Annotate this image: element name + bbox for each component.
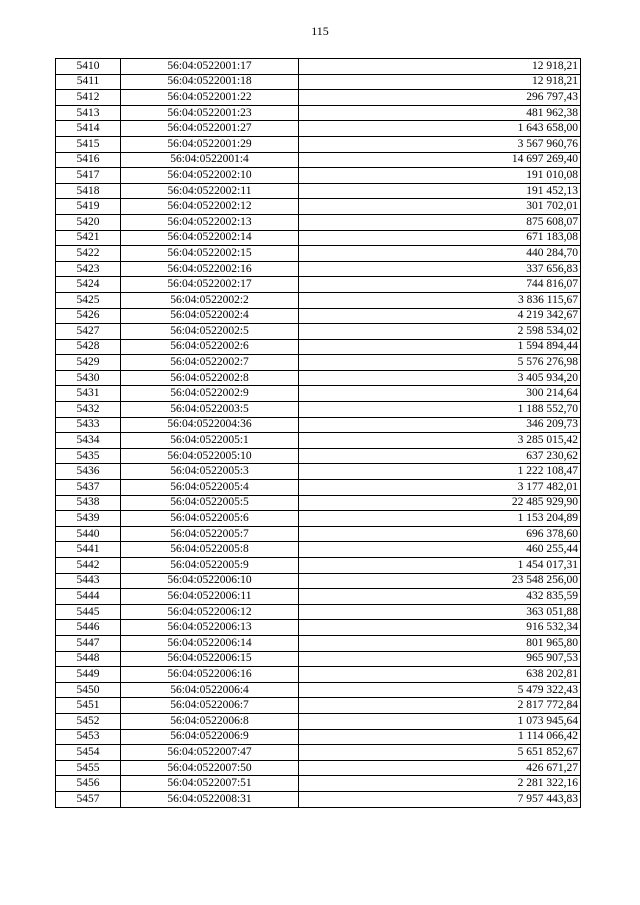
cadastral-value-cell: 1 073 945,64 (299, 713, 581, 729)
table-row (56, 246, 581, 262)
row-number-cell: 5452 (56, 713, 121, 729)
cadastral-value-cell: 801 965,80 (299, 635, 581, 651)
cadastral-number-cell: 56:04:0522001:4 (121, 152, 299, 168)
table-row (56, 417, 581, 433)
cadastral-value-cell: 363 051,88 (299, 604, 581, 620)
cadastral-number-cell: 56:04:0522002:7 (121, 355, 299, 371)
cadastral-number-cell: 56:04:0522005:7 (121, 526, 299, 542)
cadastral-value-cell: 440 284,70 (299, 246, 581, 262)
table-row (56, 339, 581, 355)
cadastral-value-cell: 916 532,34 (299, 620, 581, 636)
cadastral-number-cell: 56:04:0522006:8 (121, 713, 299, 729)
cadastral-number-cell: 56:04:0522001:29 (121, 136, 299, 152)
row-number-cell: 5419 (56, 199, 121, 215)
cadastral-number-cell: 56:04:0522005:1 (121, 433, 299, 449)
table-row (56, 480, 581, 496)
table-row (56, 526, 581, 542)
row-number-cell: 5411 (56, 74, 121, 90)
cadastral-value-cell: 3 177 482,01 (299, 480, 581, 496)
row-number-cell: 5439 (56, 511, 121, 527)
row-number-cell: 5430 (56, 370, 121, 386)
cadastral-number-cell: 56:04:0522006:14 (121, 635, 299, 651)
row-number-cell: 5454 (56, 745, 121, 761)
cadastral-number-cell: 56:04:0522001:23 (121, 105, 299, 121)
cadastral-value-cell: 3 567 960,76 (299, 136, 581, 152)
cadastral-number-cell: 56:04:0522002:5 (121, 324, 299, 340)
cadastral-value-cell: 4 219 342,67 (299, 308, 581, 324)
row-number-cell: 5413 (56, 105, 121, 121)
cadastral-value-cell: 5 479 322,43 (299, 682, 581, 698)
cadastral-number-cell: 56:04:0522008:31 (121, 791, 299, 807)
cadastral-number-cell: 56:04:0522001:18 (121, 74, 299, 90)
table-row (56, 136, 581, 152)
row-number-cell: 5421 (56, 230, 121, 246)
cadastral-value-cell: 191 452,13 (299, 183, 581, 199)
cadastral-value-table (55, 58, 581, 808)
table-row (56, 105, 581, 121)
table-row (56, 604, 581, 620)
cadastral-value-cell: 696 378,60 (299, 526, 581, 542)
table-row (56, 183, 581, 199)
table-row (56, 713, 581, 729)
cadastral-value-cell: 23 548 256,00 (299, 573, 581, 589)
row-number-cell: 5415 (56, 136, 121, 152)
row-number-cell: 5412 (56, 90, 121, 106)
row-number-cell: 5448 (56, 651, 121, 667)
cadastral-value-cell: 638 202,81 (299, 667, 581, 683)
cadastral-number-cell: 56:04:0522002:4 (121, 308, 299, 324)
row-number-cell: 5443 (56, 573, 121, 589)
table-row (56, 277, 581, 293)
row-number-cell: 5418 (56, 183, 121, 199)
table-body (56, 59, 581, 808)
table-row (56, 386, 581, 402)
table-row (56, 90, 581, 106)
cadastral-number-cell: 56:04:0522005:4 (121, 480, 299, 496)
row-number-cell: 5425 (56, 292, 121, 308)
cadastral-value-cell: 2 817 772,84 (299, 698, 581, 714)
table-row (56, 573, 581, 589)
row-number-cell: 5436 (56, 464, 121, 480)
table-row (56, 542, 581, 558)
cadastral-number-cell: 56:04:0522006:11 (121, 589, 299, 605)
row-number-cell: 5428 (56, 339, 121, 355)
cadastral-number-cell: 56:04:0522001:17 (121, 59, 299, 75)
cadastral-value-cell: 337 656,83 (299, 261, 581, 277)
row-number-cell: 5417 (56, 168, 121, 184)
row-number-cell: 5422 (56, 246, 121, 262)
cadastral-value-cell: 481 962,38 (299, 105, 581, 121)
table-row (56, 433, 581, 449)
cadastral-number-cell: 56:04:0522002:15 (121, 246, 299, 262)
cadastral-value-cell: 744 816,07 (299, 277, 581, 293)
cadastral-value-cell: 875 608,07 (299, 214, 581, 230)
row-number-cell: 5427 (56, 324, 121, 340)
row-number-cell: 5449 (56, 667, 121, 683)
table-row (56, 402, 581, 418)
cadastral-value-cell: 671 183,08 (299, 230, 581, 246)
cadastral-number-cell: 56:04:0522005:3 (121, 464, 299, 480)
row-number-cell: 5444 (56, 589, 121, 605)
cadastral-number-cell: 56:04:0522007:51 (121, 776, 299, 792)
cadastral-number-cell: 56:04:0522002:8 (121, 370, 299, 386)
cadastral-number-cell: 56:04:0522002:16 (121, 261, 299, 277)
table-row (56, 59, 581, 75)
table-row (56, 355, 581, 371)
table-row (56, 324, 581, 340)
cadastral-value-cell: 2 281 322,16 (299, 776, 581, 792)
cadastral-number-cell: 56:04:0522002:11 (121, 183, 299, 199)
cadastral-value-cell: 12 918,21 (299, 59, 581, 75)
cadastral-number-cell: 56:04:0522002:12 (121, 199, 299, 215)
cadastral-number-cell: 56:04:0522005:5 (121, 495, 299, 511)
row-number-cell: 5410 (56, 59, 121, 75)
table-row (56, 651, 581, 667)
cadastral-number-cell: 56:04:0522006:16 (121, 667, 299, 683)
row-number-cell: 5440 (56, 526, 121, 542)
row-number-cell: 5414 (56, 121, 121, 137)
cadastral-value-cell: 7 957 443,83 (299, 791, 581, 807)
cadastral-number-cell: 56:04:0522005:8 (121, 542, 299, 558)
table-row (56, 152, 581, 168)
cadastral-value-cell: 1 643 658,00 (299, 121, 581, 137)
cadastral-number-cell: 56:04:0522003:5 (121, 402, 299, 418)
row-number-cell: 5446 (56, 620, 121, 636)
table-row (56, 558, 581, 574)
row-number-cell: 5457 (56, 791, 121, 807)
cadastral-number-cell: 56:04:0522005:6 (121, 511, 299, 527)
cadastral-number-cell: 56:04:0522007:50 (121, 760, 299, 776)
cadastral-value-cell: 14 697 269,40 (299, 152, 581, 168)
cadastral-value-cell: 12 918,21 (299, 74, 581, 90)
cadastral-number-cell: 56:04:0522004:36 (121, 417, 299, 433)
table-row (56, 121, 581, 137)
table-row (56, 214, 581, 230)
row-number-cell: 5434 (56, 433, 121, 449)
cadastral-value-cell: 5 651 852,67 (299, 745, 581, 761)
cadastral-value-cell: 5 576 276,98 (299, 355, 581, 371)
cadastral-value-cell: 2 598 534,02 (299, 324, 581, 340)
row-number-cell: 5435 (56, 448, 121, 464)
cadastral-number-cell: 56:04:0522007:47 (121, 745, 299, 761)
cadastral-number-cell: 56:04:0522001:22 (121, 90, 299, 106)
row-number-cell: 5437 (56, 480, 121, 496)
cadastral-value-cell: 3 285 015,42 (299, 433, 581, 449)
table-row (56, 261, 581, 277)
row-number-cell: 5451 (56, 698, 121, 714)
table-row (56, 667, 581, 683)
cadastral-value-cell: 965 907,53 (299, 651, 581, 667)
row-number-cell: 5433 (56, 417, 121, 433)
cadastral-value-cell: 460 255,44 (299, 542, 581, 558)
row-number-cell: 5456 (56, 776, 121, 792)
table-row (56, 495, 581, 511)
table-row (56, 620, 581, 636)
table-row (56, 589, 581, 605)
cadastral-number-cell: 56:04:0522002:17 (121, 277, 299, 293)
cadastral-value-cell: 1 594 894,44 (299, 339, 581, 355)
cadastral-number-cell: 56:04:0522002:14 (121, 230, 299, 246)
cadastral-number-cell: 56:04:0522001:27 (121, 121, 299, 137)
cadastral-number-cell: 56:04:0522006:7 (121, 698, 299, 714)
row-number-cell: 5450 (56, 682, 121, 698)
cadastral-value-cell: 296 797,43 (299, 90, 581, 106)
row-number-cell: 5438 (56, 495, 121, 511)
table-row (56, 308, 581, 324)
row-number-cell: 5442 (56, 558, 121, 574)
cadastral-number-cell: 56:04:0522006:13 (121, 620, 299, 636)
row-number-cell: 5429 (56, 355, 121, 371)
table-row (56, 511, 581, 527)
row-number-cell: 5441 (56, 542, 121, 558)
cadastral-value-cell: 3 836 115,67 (299, 292, 581, 308)
row-number-cell: 5455 (56, 760, 121, 776)
cadastral-value-cell: 346 209,73 (299, 417, 581, 433)
cadastral-value-cell: 1 222 108,47 (299, 464, 581, 480)
table-row (56, 448, 581, 464)
cadastral-value-cell: 301 702,01 (299, 199, 581, 215)
row-number-cell: 5447 (56, 635, 121, 651)
row-number-cell: 5453 (56, 729, 121, 745)
table-row (56, 791, 581, 807)
cadastral-value-cell: 191 010,08 (299, 168, 581, 184)
table-row (56, 760, 581, 776)
table-row (56, 729, 581, 745)
cadastral-number-cell: 56:04:0522006:12 (121, 604, 299, 620)
cadastral-value-cell: 300 214,64 (299, 386, 581, 402)
cadastral-number-cell: 56:04:0522005:10 (121, 448, 299, 464)
cadastral-value-cell: 1 153 204,89 (299, 511, 581, 527)
row-number-cell: 5416 (56, 152, 121, 168)
cadastral-value-cell: 1 114 066,42 (299, 729, 581, 745)
cadastral-value-cell: 426 671,27 (299, 760, 581, 776)
cadastral-number-cell: 56:04:0522002:6 (121, 339, 299, 355)
table-row (56, 698, 581, 714)
table-row (56, 292, 581, 308)
table-row (56, 745, 581, 761)
row-number-cell: 5445 (56, 604, 121, 620)
table-row (56, 74, 581, 90)
table-row (56, 776, 581, 792)
cadastral-value-cell: 1 454 017,31 (299, 558, 581, 574)
cadastral-number-cell: 56:04:0522006:10 (121, 573, 299, 589)
row-number-cell: 5431 (56, 386, 121, 402)
page-number: 115 (311, 24, 329, 38)
table-row (56, 635, 581, 651)
cadastral-number-cell: 56:04:0522006:9 (121, 729, 299, 745)
cadastral-number-cell: 56:04:0522005:9 (121, 558, 299, 574)
row-number-cell: 5432 (56, 402, 121, 418)
table-row (56, 370, 581, 386)
cadastral-number-cell: 56:04:0522002:13 (121, 214, 299, 230)
table-row (56, 230, 581, 246)
row-number-cell: 5426 (56, 308, 121, 324)
cadastral-number-cell: 56:04:0522006:15 (121, 651, 299, 667)
table-row (56, 199, 581, 215)
row-number-cell: 5423 (56, 261, 121, 277)
row-number-cell: 5424 (56, 277, 121, 293)
table-row (56, 168, 581, 184)
cadastral-number-cell: 56:04:0522002:9 (121, 386, 299, 402)
cadastral-value-cell: 3 405 934,20 (299, 370, 581, 386)
table-row (56, 682, 581, 698)
cadastral-value-cell: 1 188 552,70 (299, 402, 581, 418)
cadastral-number-cell: 56:04:0522006:4 (121, 682, 299, 698)
table-row (56, 464, 581, 480)
cadastral-value-cell: 432 835,59 (299, 589, 581, 605)
cadastral-number-cell: 56:04:0522002:10 (121, 168, 299, 184)
cadastral-number-cell: 56:04:0522002:2 (121, 292, 299, 308)
cadastral-value-cell: 637 230,62 (299, 448, 581, 464)
row-number-cell: 5420 (56, 214, 121, 230)
cadastral-value-cell: 22 485 929,90 (299, 495, 581, 511)
